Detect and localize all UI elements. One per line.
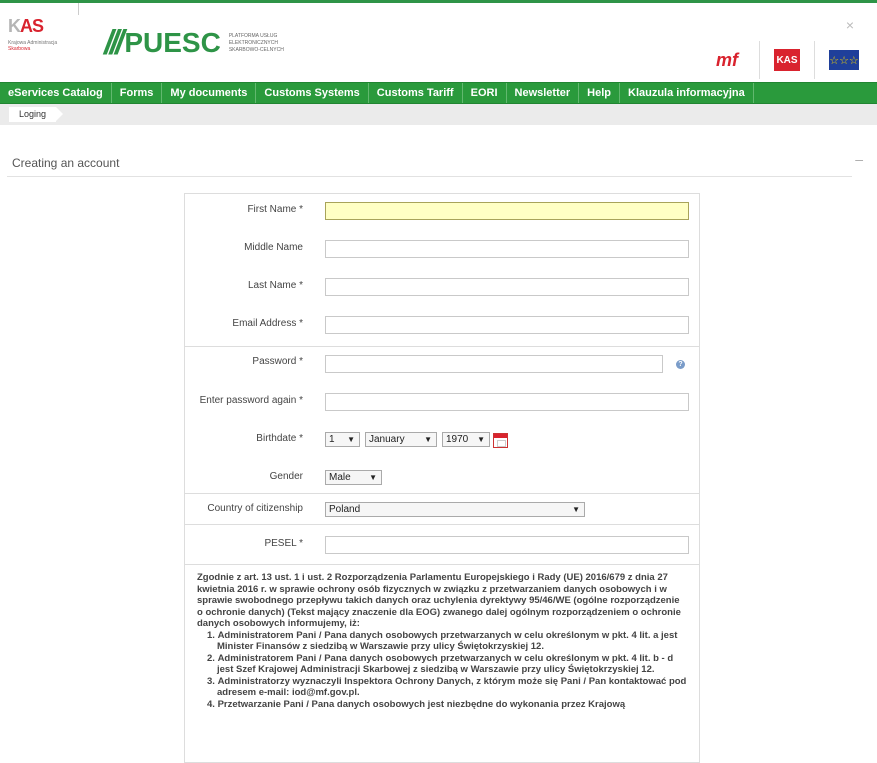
birth-day-select[interactable] [325, 432, 360, 447]
breadcrumb-item-loging[interactable]: Loging [9, 107, 56, 122]
puesc-subtitle-line2: ELEKTRONICZNYCH [228, 39, 278, 46]
chevron-down-icon: ▼ [347, 435, 355, 444]
kas-logo[interactable] [8, 16, 68, 62]
puesc-logo[interactable] [104, 23, 284, 63]
birth-month-select[interactable] [365, 432, 437, 447]
close-icon[interactable]: × [845, 17, 854, 33]
privacy-points [207, 630, 687, 711]
password-again-field[interactable] [325, 393, 689, 411]
email-label: Email Address * [232, 318, 303, 329]
middle-name-field[interactable] [325, 240, 689, 258]
pesel-field[interactable] [325, 536, 689, 554]
main-nav [0, 82, 877, 104]
logo-separator [759, 41, 760, 79]
privacy-point: 1. Administratorem Pani / Pana danych osobowych przetwarzanych w celu określonym w pkt. 4 lit. a jest Minister Finansów z siedzibą w Warszawie przy ulicy Świętokrzyskiej 12. [207, 630, 687, 653]
gender-value: Male [329, 472, 351, 483]
mf-logo[interactable]: mf [716, 49, 738, 70]
registration-form [184, 193, 700, 763]
middle-name-label: Middle Name [244, 242, 303, 253]
puesc-subtitle-line3: SKARBOWO-CELNYCH [228, 46, 284, 53]
nav-forms[interactable]: Forms [112, 83, 163, 103]
nav-newsletter[interactable]: Newsletter [507, 83, 580, 103]
breadcrumb [0, 104, 877, 125]
chevron-down-icon: ▼ [572, 505, 580, 514]
chevron-down-icon: ▼ [369, 473, 377, 482]
header-separator [78, 3, 79, 15]
last-name-label: Last Name * [247, 280, 303, 291]
form-divider [185, 564, 699, 565]
partner-logos [709, 41, 859, 79]
puesc-slashes-icon: /// [104, 23, 121, 62]
puesc-subtitle-line1: PLATFORMA USŁUG [228, 32, 278, 39]
calendar-icon[interactable] [493, 433, 508, 448]
privacy-point: 2. Administratorem Pani / Pana danych osobowych przetwarzanych w celu określonym w pkt. 4 lit. b - d jest Szef Krajowej Administracji Skarbowej z siedzibą w Warszawie przy ulicy Świętokrzyskiej 12. [207, 653, 687, 676]
nav-help[interactable]: Help [579, 83, 620, 103]
privacy-point: 4. Przetwarzanie Pani / Pana danych osobowych jest niezbędne do wykonania przez Krajową [207, 699, 687, 711]
privacy-point: 3. Administratorzy wyznaczyli Inspektora Ochrony Danych, z którym może się Pani / Pan kontaktować pod adresem e-mail: iod@mf.gov.pl. [207, 676, 687, 699]
title-divider [7, 176, 852, 177]
puesc-subtitle [229, 33, 284, 54]
kas-mark-accent: AS [20, 16, 44, 36]
nav-customs-systems[interactable]: Customs Systems [256, 83, 368, 103]
birth-year-value: 1970 [446, 434, 469, 445]
chevron-down-icon: ▼ [424, 435, 432, 444]
form-divider [185, 346, 699, 347]
nav-eori[interactable]: EORI [463, 83, 507, 103]
privacy-notice [197, 572, 687, 710]
last-name-field[interactable] [325, 278, 689, 296]
kas-small-logo[interactable]: KAS [774, 49, 800, 71]
chevron-down-icon: ▼ [477, 435, 485, 444]
kas-logo-line2: Skarbowa [8, 46, 31, 52]
minimize-icon[interactable]: – [855, 151, 863, 167]
page-title: Creating an account [12, 156, 120, 170]
kas-mark-letter: K [8, 16, 20, 36]
eu-flag-icon[interactable]: ☆☆☆ [829, 50, 859, 70]
first-name-label: First Name * [247, 204, 303, 215]
nav-customs-tariff[interactable]: Customs Tariff [369, 83, 463, 103]
first-name-field[interactable] [325, 202, 689, 220]
nav-my-documents[interactable]: My documents [162, 83, 256, 103]
country-select[interactable] [325, 502, 585, 517]
nav-klauzula-informacyjna[interactable]: Klauzula informacyjna [620, 83, 754, 103]
privacy-intro: Zgodnie z art. 13 ust. 1 i ust. 2 Rozporządzenia Parlamentu Europejskiego i Rady (UE) 2016/679 z dnia 27 kwietnia 2016 r. w sprawie ochrony osób fizycznych w związku z przetwarzaniem danych osobowych i w sprawie swobodnego przepływu takich danych oraz uchylenia dyrektywy 95/46/WE (ogólne rozporządzenie o ochronie danych) (Tekst mający znaczenie dla EOG) zwanego dalej ogólnym rozporządzeniem o ochronie danych osobowych informujemy, iż: [197, 572, 681, 629]
country-label: Country of citizenship [207, 503, 303, 514]
form-divider [185, 524, 699, 525]
pesel-label: PESEL * [264, 538, 303, 549]
kas-logo-line1: Krajowa Administracja [8, 40, 58, 46]
help-icon[interactable]: ? [676, 360, 685, 369]
gender-select[interactable] [325, 470, 382, 485]
logo-separator [814, 41, 815, 79]
birth-month-value: January [369, 434, 405, 445]
form-divider [185, 493, 699, 494]
email-field[interactable] [325, 316, 689, 334]
kas-logo-mark [8, 16, 68, 37]
birthdate-label: Birthdate * [256, 433, 303, 444]
password-again-label: Enter password again * [199, 395, 303, 406]
puesc-wordmark: PUESC [124, 27, 221, 58]
nav-eservices-catalog[interactable]: eServices Catalog [0, 83, 112, 103]
birth-day-value: 1 [329, 434, 335, 445]
gender-label: Gender [269, 471, 303, 482]
birth-year-select[interactable] [442, 432, 490, 447]
password-label: Password * [252, 356, 303, 367]
password-field[interactable] [325, 355, 663, 373]
site-header [0, 3, 877, 82]
country-value: Poland [329, 504, 361, 515]
